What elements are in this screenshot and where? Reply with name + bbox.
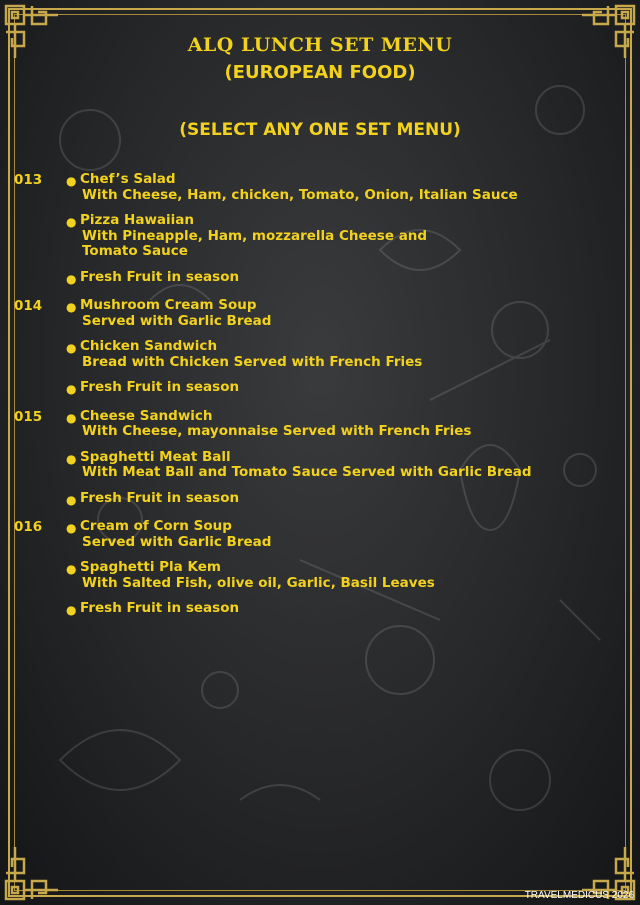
menu-item-name: Spaghetti Pla Kem: [80, 559, 221, 575]
set-menu-3: [14, 519, 626, 617]
bullet-icon: ●: [66, 521, 77, 535]
menu-item-name: Pizza Hawaiian: [80, 212, 195, 228]
bullet-icon: ●: [66, 603, 77, 617]
menu-item-name: Chicken Sandwich: [80, 338, 218, 354]
bullet-icon: ●: [66, 410, 77, 425]
bullet-icon: ●: [66, 451, 77, 466]
corner-ornament-bottom-left: [2, 843, 62, 903]
bullet-icon: ●: [66, 341, 77, 355]
bullet-icon: ●: [66, 562, 77, 576]
menu-item-name: Fresh Fruit in season: [80, 489, 240, 506]
menu-item-name: Fresh Fruit in season: [80, 379, 240, 395]
menu-item-description: Bread with Chicken Served with French Fries: [82, 353, 423, 370]
menu-item-name: Fresh Fruit in season: [80, 600, 240, 616]
menu-item-description: With Cheese, Ham, chicken, Tomato, Onion, Italian Sauce: [82, 186, 518, 203]
set-menu-list: [14, 172, 626, 630]
menu-item: [14, 298, 626, 329]
menu-item: [14, 409, 626, 440]
menu-item-name: Mushroom Cream Soup: [80, 297, 257, 313]
menu-item: [14, 450, 626, 481]
set-code: 016: [14, 519, 43, 535]
menu-item-name: Cheese Sandwich: [80, 407, 213, 424]
menu-item-description: Tomato Sauce: [82, 243, 188, 259]
menu-item-name: Chef’s Salad: [80, 171, 176, 187]
menu-item-name: Cream of Corn Soup: [80, 518, 232, 534]
menu-item: [14, 380, 626, 396]
menu-subtitle: (EUROPEAN FOOD): [224, 62, 416, 83]
set-menu-1: [14, 298, 626, 396]
menu-item: [14, 601, 626, 617]
watermark: TRAVELMEDICUS 2026: [524, 890, 634, 901]
set-code: 013: [14, 172, 43, 188]
menu-item: [14, 213, 626, 260]
set-menu-0: [14, 172, 626, 285]
menu-item-description: With Cheese, mayonnaise Served with French Fries: [82, 423, 472, 439]
bullet-icon: ●: [66, 300, 77, 314]
set-menu-2: [14, 409, 626, 507]
menu-item-description: With Meat Ball and Tomato Sauce Served with Garlic Bread: [82, 464, 532, 480]
menu-item: [14, 172, 626, 203]
menu-item-name: Fresh Fruit in season: [80, 268, 240, 285]
set-code: 014: [14, 298, 43, 314]
set-code: 015: [14, 408, 43, 425]
menu-item: [14, 519, 626, 550]
menu-item-description: Served with Garlic Bread: [82, 312, 272, 329]
menu-item: [14, 491, 626, 507]
bullet-icon: ●: [66, 271, 77, 286]
menu-item-name: Spaghetti Meat Ball: [80, 448, 231, 465]
menu-item: [14, 270, 626, 286]
bullet-icon: ●: [66, 492, 77, 507]
bullet-icon: ●: [66, 215, 77, 229]
menu-item-description: With Salted Fish, olive oil, Garlic, Basil Leaves: [82, 574, 435, 591]
menu-item: [14, 560, 626, 591]
menu-item-description: Served with Garlic Bread: [82, 533, 272, 550]
menu-title: ALQ LUNCH SET MENU: [187, 34, 453, 56]
bullet-icon: ●: [66, 174, 77, 188]
bullet-icon: ●: [66, 382, 77, 396]
menu-item-description: With Pineapple, Ham, mozzarella Cheese and: [82, 227, 428, 244]
menu-item: [14, 339, 626, 370]
menu-instruction: (SELECT ANY ONE SET MENU): [179, 120, 461, 140]
